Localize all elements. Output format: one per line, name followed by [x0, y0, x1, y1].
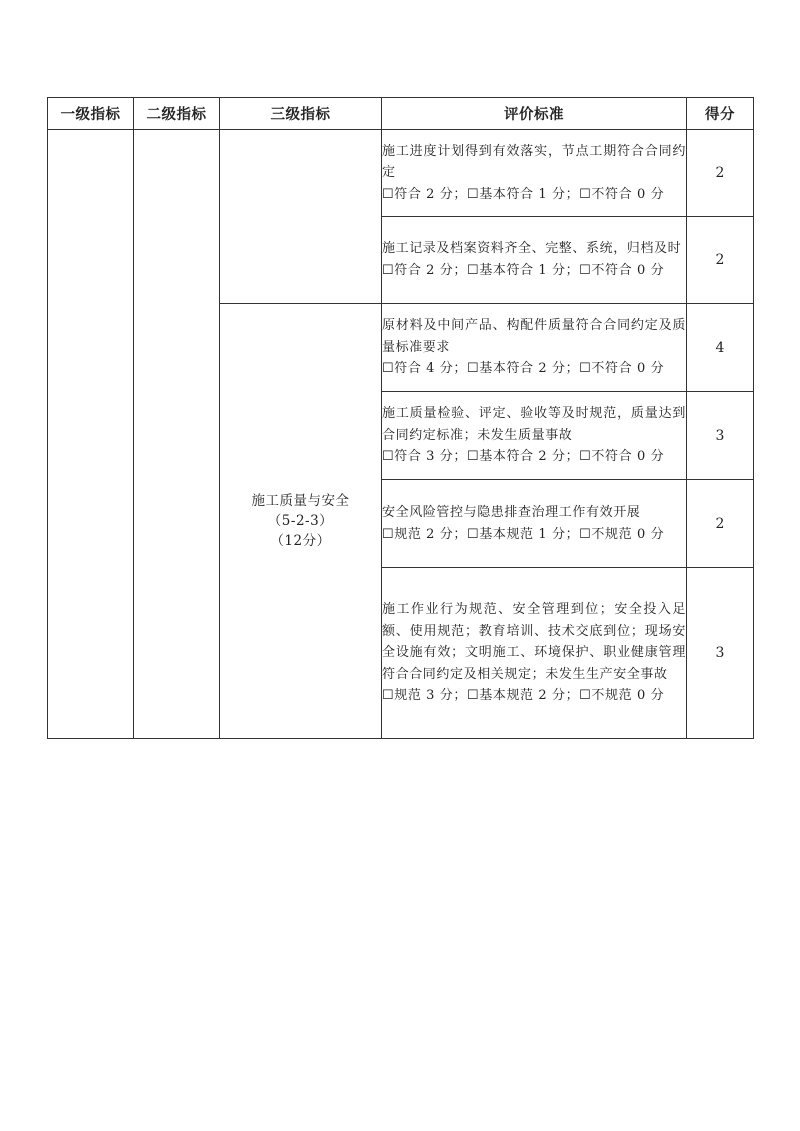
score-cell: 2	[687, 130, 754, 217]
criteria-options: ☐规范 3 分；☐基本规范 2 分；☐不规范 0 分	[382, 688, 665, 704]
score-cell: 4	[687, 304, 754, 392]
criteria-text: 施工进度计划得到有效落实，节点工期符合合同约定	[382, 143, 686, 181]
header-level3: 三级指标	[220, 98, 382, 130]
level3-code: （5-2-3）	[267, 513, 334, 529]
criteria-cell	[382, 480, 687, 568]
level3-points: （12分）	[270, 533, 331, 549]
level2-cell	[134, 130, 220, 739]
criteria-text: 施工质量检验、评定、验收等及时规范，质量达到合同约定标准；未发生质量事故	[382, 406, 686, 443]
criteria-options: ☐符合 3 分；☐基本符合 2 分；☐不符合 0 分	[382, 449, 665, 465]
criteria-options: ☐规范 2 分；☐基本规范 1 分；☐不规范 0 分	[382, 526, 665, 542]
table-row	[48, 130, 754, 217]
criteria-text: 施工作业行为规范、安全管理到位；安全投入足额、使用规范；教育培训、技术交底到位；现场安全设施有效；文明施工、环境保护、职业健康管理符合合同约定及相关规定；未发生生产安全事故	[382, 602, 686, 682]
criteria-text: 原材料及中间产品、构配件质量符合合同约定及质量标准要求	[382, 318, 686, 355]
score-cell: 2	[687, 480, 754, 568]
header-score: 得分	[687, 98, 754, 130]
header-level2: 二级指标	[134, 98, 220, 130]
table-header-row	[48, 98, 754, 130]
criteria-text: 施工记录及档案资料齐全、完整、系统，归档及时	[382, 241, 682, 257]
criteria-cell	[382, 130, 687, 217]
criteria-cell	[382, 568, 687, 739]
criteria-options: ☐符合 4 分；☐基本符合 2 分；☐不符合 0 分	[382, 361, 665, 377]
header-criteria: 评价标准	[382, 98, 687, 130]
criteria-options: ☐符合 2 分；☐基本符合 1 分；☐不符合 0 分	[382, 186, 665, 202]
level3-name: 施工质量与安全	[251, 493, 350, 509]
header-level1: 一级指标	[48, 98, 134, 130]
level3-cell-empty	[220, 130, 382, 304]
score-cell: 3	[687, 568, 754, 739]
criteria-options: ☐符合 2 分；☐基本符合 1 分；☐不符合 0 分	[382, 263, 665, 278]
score-cell: 2	[687, 217, 754, 304]
level3-cell	[220, 304, 382, 739]
level1-cell	[48, 130, 134, 739]
score-cell: 3	[687, 392, 754, 480]
evaluation-table	[47, 97, 754, 739]
criteria-cell	[382, 392, 687, 480]
criteria-cell	[382, 304, 687, 392]
criteria-text: 安全风险管控与隐患排查治理工作有效开展	[382, 504, 641, 520]
criteria-cell	[382, 217, 687, 304]
